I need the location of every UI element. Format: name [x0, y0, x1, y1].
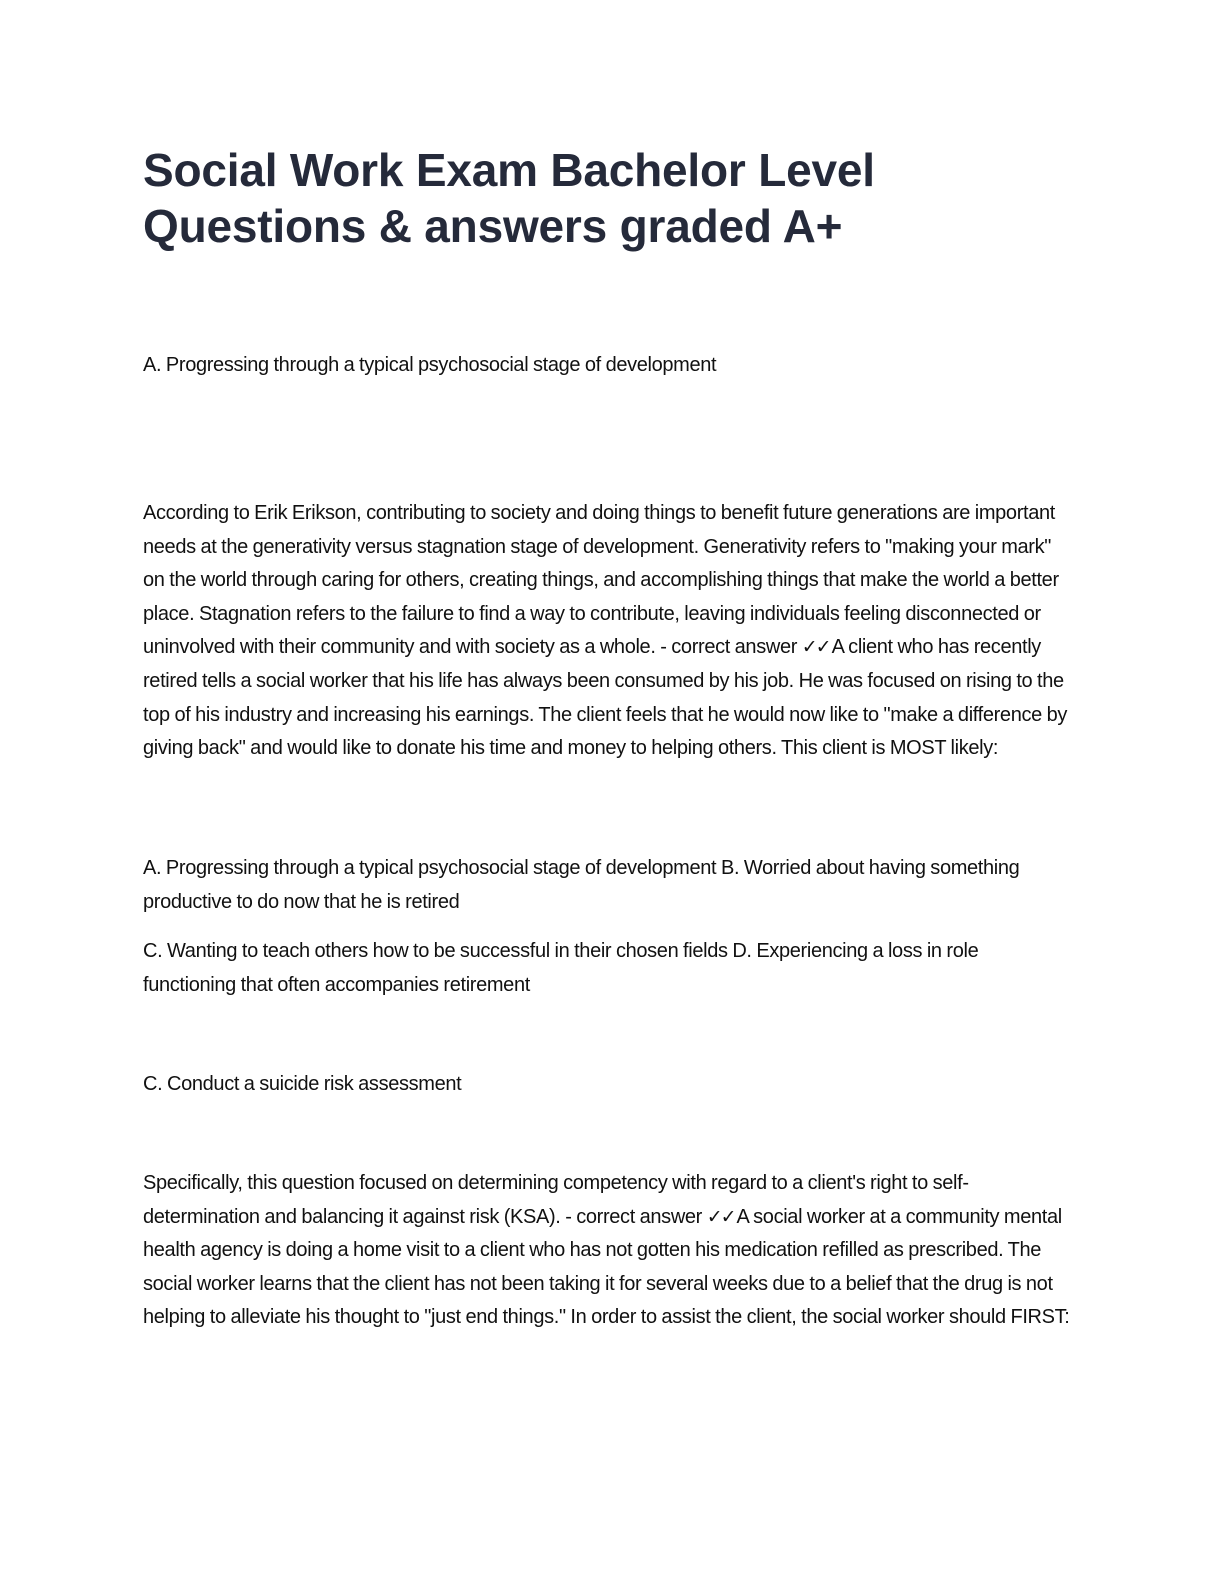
explanation-text: According to Erik Erikson, contributing to society and doing things to benefit future generations are important needs at the generativity versus stagnation stage of development. Generativity refers to "making your mark" on the world through caring for others, creating things, and accomplishing things that make the world a better place. Stagnation refers to the failure to find a way to contribute, leaving individuals feeling disconnected or uninvolved with their community and with society as a whole.: [143, 502, 1059, 659]
explanation-question-paragraph-1: [143, 497, 1073, 766]
question-text: A social worker at a community mental health agency is doing a home visit to a client who has not gotten his medication refilled as prescribed. The social worker learns that the client has not been taking it for several weeks due to a belief that the drug is not helping to alleviate his thought to "just end things." In order to assist the client, the social worker should FIRST:: [143, 1205, 1070, 1329]
double-check-icon: ✓✓: [706, 1205, 735, 1228]
correct-answer-separator: - correct answer: [560, 1205, 707, 1228]
double-check-icon: ✓✓: [801, 636, 830, 659]
question-text: A client who has recently retired tells a social worker that his life has always been consumed by his job. He was focused on rising to the top of his industry and increasing his earnings. The client feels that he would now like to "make a difference by giving back" and would like to donate his time and money to helping others. This client is MOST likely:: [143, 636, 1068, 760]
options-paragraph-ab: A. Progressing through a typical psychosocial stage of development B. Worried about having something productive to do now that he is retired: [143, 857, 1020, 913]
document-title: [143, 142, 1083, 254]
correct-answer-separator: - correct answer: [655, 636, 802, 659]
explanation-question-paragraph-2: [143, 1167, 1073, 1335]
options-paragraph-cd: C. Wanting to teach others how to be successful in their chosen fields D. Experiencing a loss in role functioning that often accompanies retirement: [143, 940, 979, 996]
answer-paragraph-2: C. Conduct a suicide risk assessment: [143, 1073, 462, 1095]
title-line-2: Questions & answers graded A+: [143, 200, 843, 252]
title-line-1: Social Work Exam Bachelor Level: [143, 144, 875, 196]
answer-paragraph-1: A. Progressing through a typical psychosocial stage of development: [143, 354, 717, 376]
explanation-text: Specifically, this question focused on determining competency with regard to a client's right to self-determination and balancing it against risk (KSA).: [143, 1172, 969, 1228]
